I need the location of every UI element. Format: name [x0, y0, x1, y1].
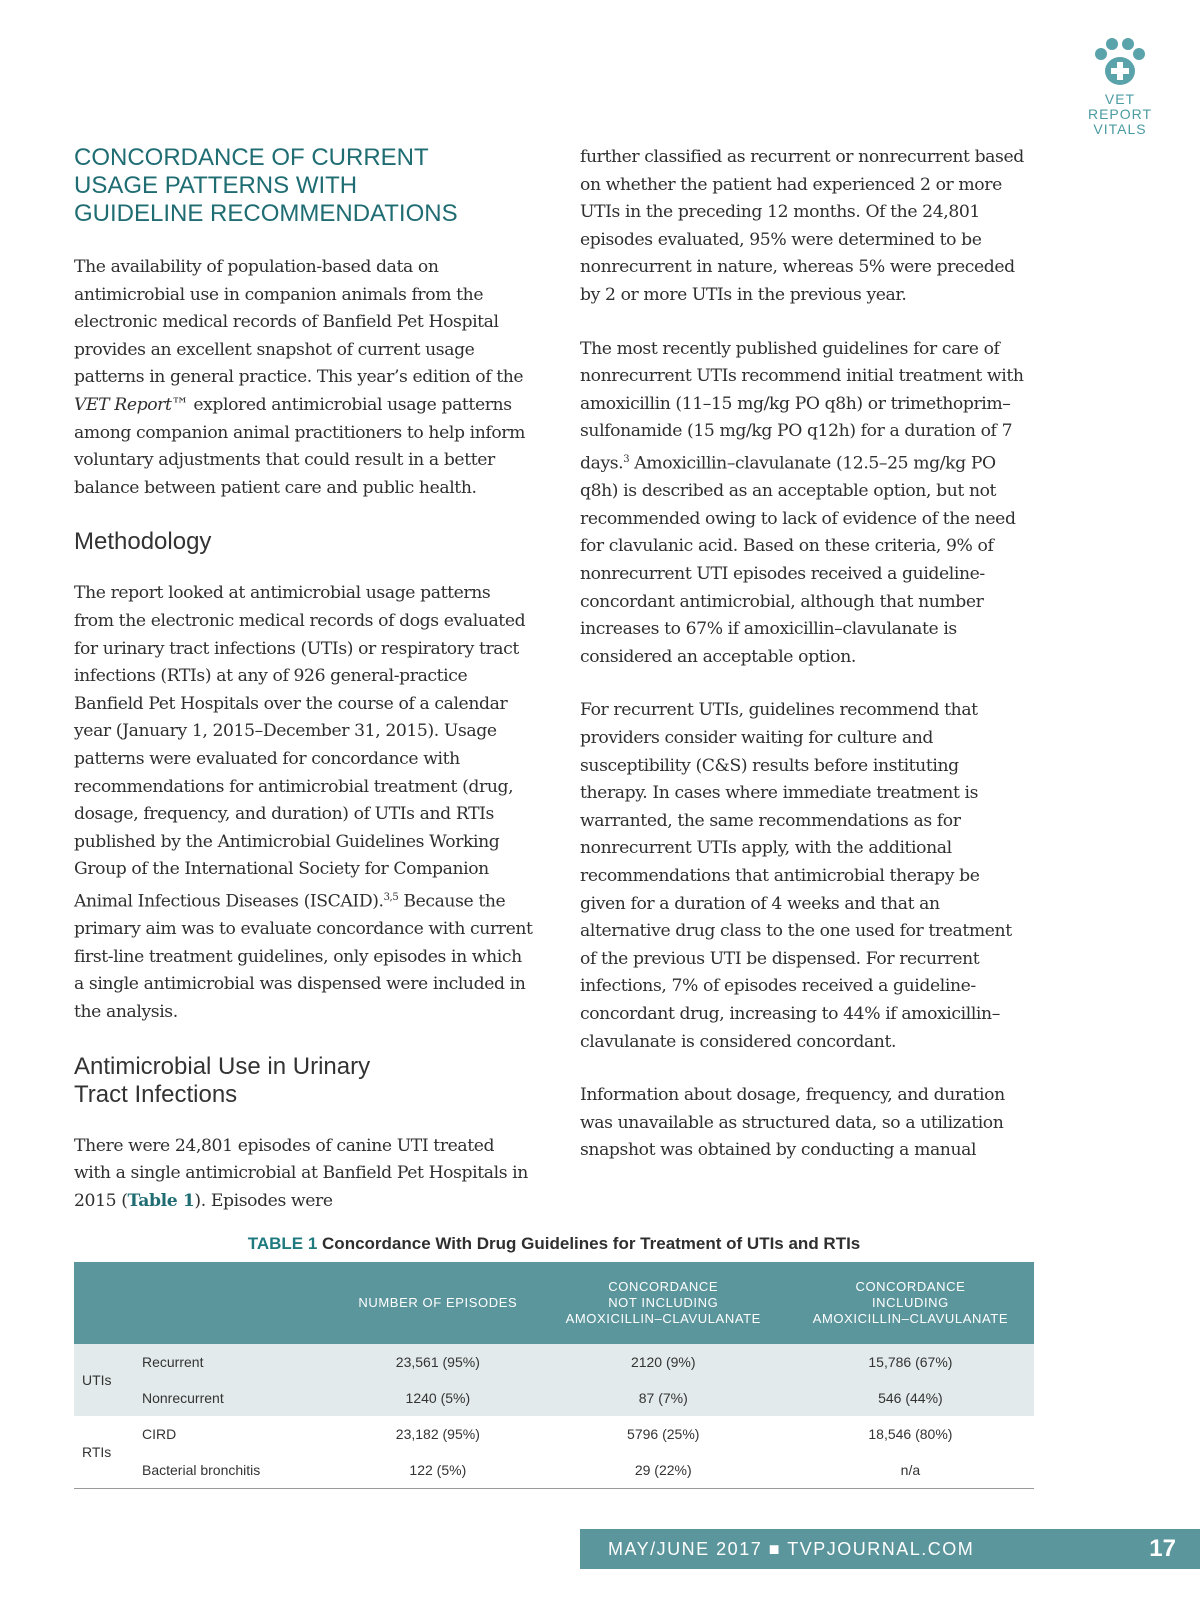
table-row — [74, 1380, 1034, 1416]
cell-including: 18,546 (80%) — [787, 1416, 1034, 1452]
header-c1-line-3: AMOXICILLIN–CLAVULANATE — [565, 1311, 761, 1326]
cell-episodes: 23,182 (95%) — [336, 1416, 540, 1452]
header-episodes: NUMBER OF EPISODES — [336, 1262, 540, 1344]
classification-paragraph: further classified as recurrent or nonrecurrent based on whether the patient had experienced 2 or more UTIs in the preceding 12 months. Of the 24,801 episodes evaluated, 95% were determined to be nonrecurrent in nature, whereas 5% were preceded by 2 or more UTIs in the previous year. — [580, 147, 1024, 305]
section-heading — [74, 144, 534, 228]
cell-not-including: 87 (7%) — [540, 1380, 787, 1416]
methodology-heading: Methodology — [74, 528, 212, 556]
page-footer — [580, 1529, 1200, 1569]
logo-line-1: VET — [1104, 91, 1136, 107]
methodology-text-a: The report looked at antimicrobial usage patterns from the electronic medical records of dogs evaluated for urinary tract infections (UTIs) or respiratory tract infections (RTIs) at any of 926 general-practice Banfield Pet Hospitals over the course of a calendar year (January 1, 2015–December 31, 2015). Usage patterns were evaluated for concordance with recommendations for antimicrobial treatment (drug, dosage, frequency, and duration) of UTIs and RTIs published by the Antimicrobial Guidelines Working Group of the International Society for Companion Animal Infectious Diseases (ISCAID). — [74, 583, 526, 912]
table-1-reference-link[interactable]: Table 1 — [127, 1190, 195, 1211]
section-heading-line-1: CONCORDANCE OF CURRENT — [74, 144, 429, 171]
methodology-text-b: Because the primary aim was to evaluate concordance with current first-line treatment guidelines, only episodes in which a single antimicrobial was dispensed were included in the analysis. — [74, 891, 533, 1022]
dosage-info-paragraph: Information about dosage, frequency, and duration was unavailable as structured data, so a utilization snapshot was obtained by conducting a manual — [580, 1085, 1005, 1161]
cell-not-including: 29 (22%) — [540, 1452, 787, 1489]
row-label: Bacterial bronchitis — [142, 1452, 336, 1489]
intro-paragraph — [74, 254, 534, 502]
methodology-citation: 3,5 — [383, 891, 399, 903]
uti-text-b: ). Episodes were — [194, 1190, 333, 1211]
group-label-rtis: RTIs — [74, 1416, 142, 1489]
uti-heading — [74, 1053, 534, 1109]
uti-paragraph — [74, 1133, 534, 1216]
right-column — [580, 144, 1025, 1191]
header-c1-line-2: NOT INCLUDING — [608, 1295, 719, 1310]
table-caption-label: TABLE 1 — [247, 1234, 318, 1253]
row-label: CIRD — [142, 1416, 336, 1452]
intro-text-b: explored antimicrobial usage patterns among companion animal practitioners to help inform voluntary adjustments that could result in a better balance between patient care and public health. — [74, 394, 526, 498]
table-row — [74, 1416, 1034, 1452]
header-c2-line-1: CONCORDANCE — [855, 1279, 966, 1294]
guidelines-citation: 3 — [623, 453, 630, 465]
table-caption-text: Concordance With Drug Guidelines for Treatment of UTIs and RTIs — [322, 1234, 861, 1253]
table-row — [74, 1452, 1034, 1489]
cell-episodes: 122 (5%) — [336, 1452, 540, 1489]
header-concordance-including — [787, 1262, 1034, 1344]
intro-italic: VET Report™ — [74, 394, 189, 415]
cell-not-including: 5796 (25%) — [540, 1416, 787, 1452]
cell-including: 15,786 (67%) — [787, 1344, 1034, 1380]
row-label: Nonrecurrent — [142, 1380, 336, 1416]
header-c2-line-3: AMOXICILLIN–CLAVULANATE — [812, 1311, 1009, 1326]
guidelines-text-b: Amoxicillin–clavulanate (12.5–25 mg/kg PO q8h) is described as an acceptable option, but not recommended owing to lack of evidence of the need for clavulanic acid. Based on these criteria, 9% of nonrecurrent UTI episodes received a guideline-concordant antimicrobial, although that number increases to 67% if amoxicillin–clavulanate is considered an acceptable option. — [580, 453, 1016, 667]
recurrent-guidelines-paragraph: For recurrent UTIs, guidelines recommend that providers consider waiting for culture and susceptibility (C&S) results before instituting therapy. In cases where immediate treatment is warranted, the same recommendations as for nonrecurrent UTIs apply, with the additional recommendations that antimicrobial therapy be given for a duration of 4 weeks and that an alternative drug class to the one used for treatment of the previous UTI be dispensed. For recurrent infections, 7% of episodes received a guideline-concordant drug, increasing to 44% if amoxicillin–clavulanate is considered concordant. — [580, 700, 1012, 1052]
group-label-utis: UTIs — [74, 1344, 142, 1416]
cell-not-including: 2120 (9%) — [540, 1344, 787, 1380]
vet-report-vitals-logo — [1080, 36, 1160, 137]
logo-line-2: REPORT — [1087, 106, 1153, 122]
cell-including: n/a — [787, 1452, 1034, 1489]
header-c1-line-1: CONCORDANCE — [608, 1279, 719, 1294]
row-label: Recurrent — [142, 1344, 336, 1380]
table-header-row — [74, 1262, 1034, 1344]
cell-including: 546 (44%) — [787, 1380, 1034, 1416]
footer-issue-text: MAY/JUNE 2017 ■ TVPJOURNAL.COM — [608, 1539, 975, 1559]
intro-text-a: The availability of population-based data on antimicrobial use in companion animals from the electronic medical records of Banfield Pet Hospital provides an excellent snapshot of current usage patterns in general practice. This year’s edition of the — [74, 257, 524, 388]
header-c2-line-2: INCLUDING — [871, 1295, 949, 1310]
header-concordance-not-including — [540, 1262, 787, 1344]
uti-text-a: There were 24,801 episodes of canine UTI treated with a single antimicrobial at Banfield Pet Hospitals in 2015 ( — [74, 1135, 528, 1211]
table-caption — [74, 1234, 1034, 1254]
methodology-paragraph — [74, 580, 534, 1026]
cell-episodes: 23,561 (95%) — [336, 1344, 540, 1380]
page-number: 17 — [1149, 1535, 1176, 1562]
table-row — [74, 1344, 1034, 1380]
header-blank — [74, 1262, 336, 1344]
left-column — [74, 144, 534, 1241]
guidelines-text-a: The most recently published guidelines for care of nonrecurrent UTIs recommend initial treatment with amoxicillin (11–15 mg/kg PO q8h) or trimethoprim–sulfonamide (15 mg/kg PO q12h) for a duration of 7 days. — [580, 338, 1024, 474]
cell-episodes: 1240 (5%) — [336, 1380, 540, 1416]
section-heading-line-2: USAGE PATTERNS WITH — [74, 172, 358, 199]
uti-heading-line-1: Antimicrobial Use in Urinary — [74, 1052, 371, 1080]
paw-cross-icon — [1092, 36, 1148, 88]
uti-heading-line-2: Tract Infections — [74, 1080, 238, 1108]
section-heading-line-3: GUIDELINE RECOMMENDATIONS — [74, 200, 458, 227]
nonrecurrent-guidelines-paragraph — [580, 336, 1025, 672]
concordance-table — [74, 1262, 1034, 1489]
logo-line-3: VITALS — [1093, 121, 1147, 137]
